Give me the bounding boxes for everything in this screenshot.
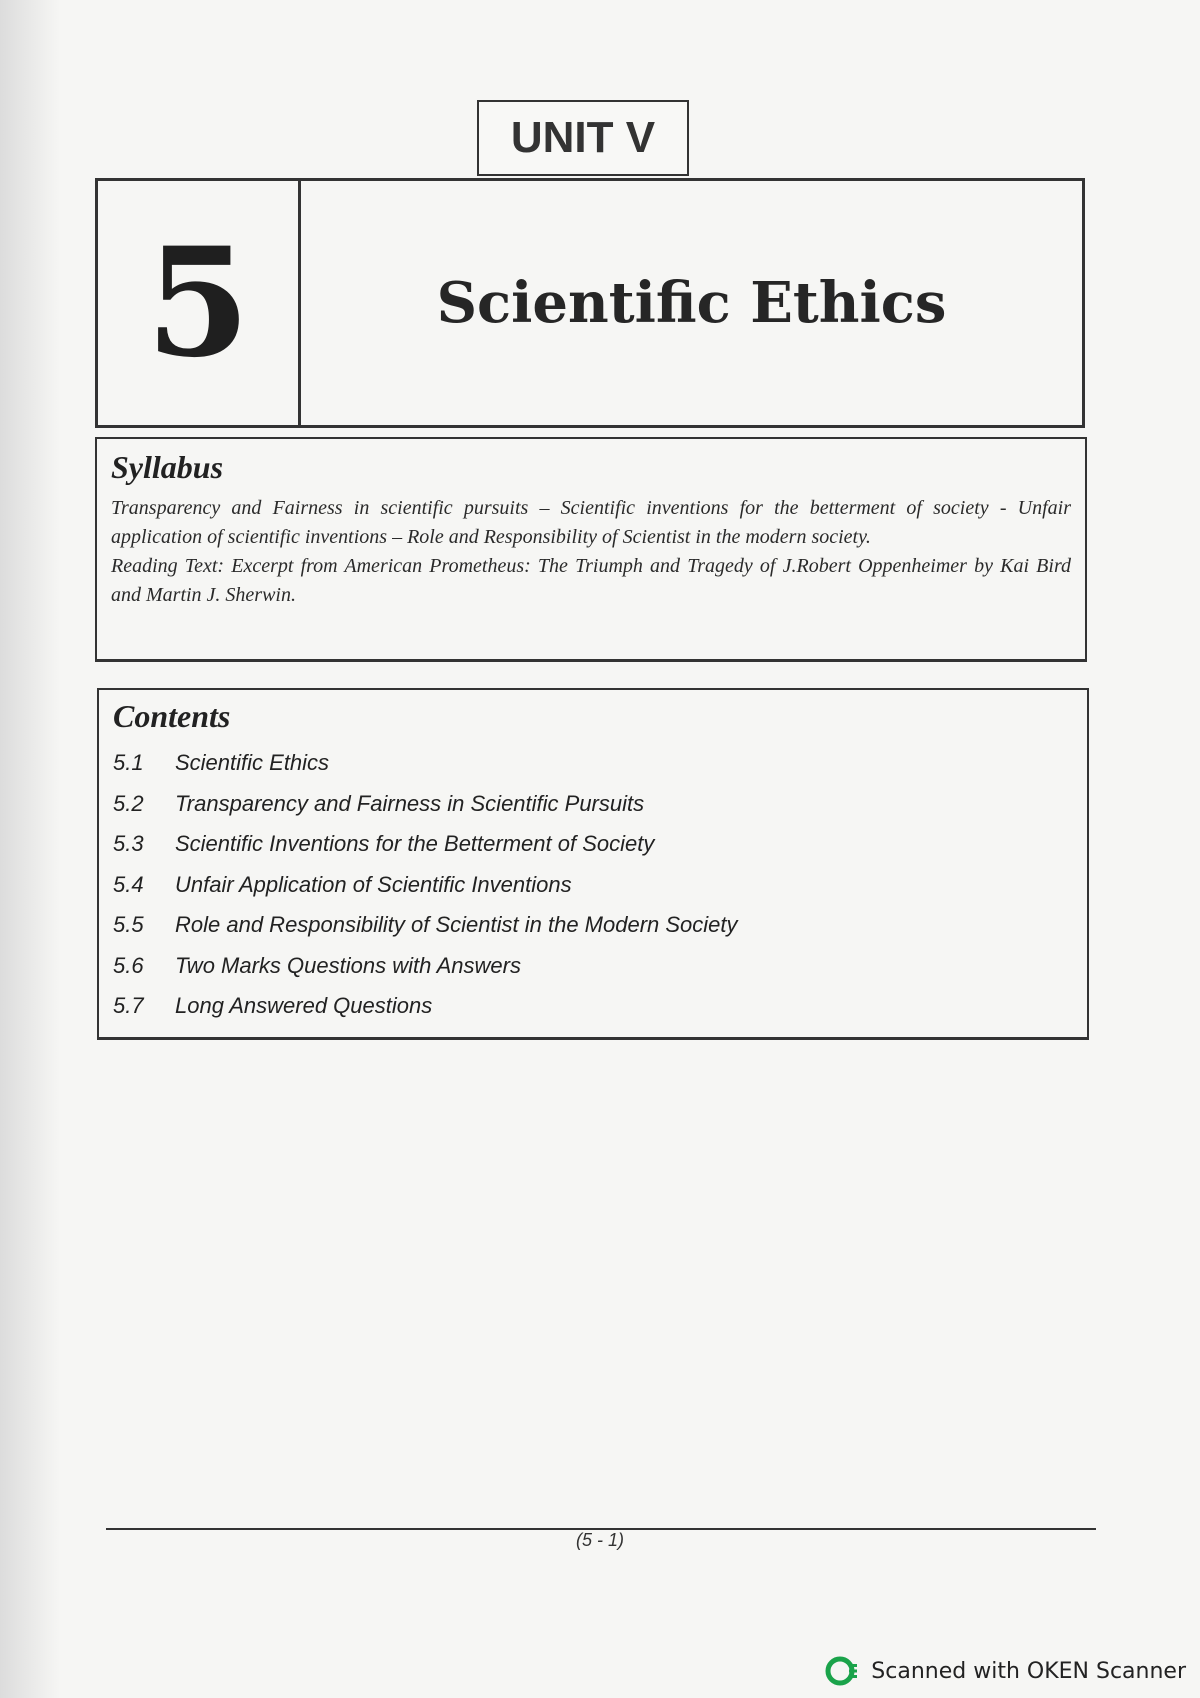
scanner-label: Scanned with OKEN Scanner: [871, 1658, 1186, 1684]
contents-item: [113, 784, 1073, 825]
page-number: (5 - 1): [575, 1530, 624, 1550]
contents-item: [113, 865, 1073, 906]
chapter-title: Scientific Ethics: [436, 270, 947, 336]
syllabus-box: [95, 437, 1087, 662]
contents-item-title: Scientific Ethics: [175, 750, 330, 775]
chapter-number: 5: [98, 181, 301, 425]
contents-item-title: Transparency and Fairness in Scientific Pursuits: [175, 790, 645, 816]
scanner-watermark: [825, 1654, 1186, 1688]
contents-item-number: 5.5: [113, 912, 144, 937]
contents-item-title: Role and Responsibility of Scientist in the Modern Society: [175, 912, 738, 937]
chapter-header: [95, 178, 1085, 428]
contents-list: [113, 743, 1073, 1027]
contents-item: [113, 743, 1073, 784]
contents-item-title: Scientific Inventions for the Betterment of Society: [175, 831, 655, 856]
contents-item-number: 5.2: [113, 790, 144, 816]
contents-heading: Contents: [113, 698, 231, 734]
contents-box: [97, 688, 1089, 1040]
page-edge-shadow: [0, 0, 60, 1698]
syllabus-text: Transparency and Fairness in scientific pursuits – Scientific inventions for the betterment of society - Unfair application of scientific inventions – Role and Responsibility of Scientist in the modern society.: [111, 497, 1071, 548]
contents-item-number: 5.6: [113, 952, 144, 978]
contents-item-number: 5.7: [113, 993, 144, 1018]
contents-item-number: 5.4: [113, 871, 144, 897]
contents-item-title: Two Marks Questions with Answers: [175, 952, 521, 978]
syllabus-reading-text: Reading Text: Excerpt from American Prometheus: The Triumph and Tragedy of J.Robert Oppenheimer by Kai Bird and Martin J. Sherwin.: [111, 555, 1071, 606]
contents-item: [113, 824, 1073, 865]
contents-item: [113, 905, 1073, 946]
contents-item-number: 5.3: [113, 831, 144, 856]
syllabus-heading: Syllabus: [111, 449, 224, 485]
unit-label: UNIT V: [477, 100, 689, 176]
scanner-logo-icon: [825, 1654, 859, 1688]
contents-item: [113, 946, 1073, 987]
contents-item-title: Unfair Application of Scientific Inventions: [175, 871, 572, 897]
contents-item: [113, 986, 1073, 1027]
contents-item-number: 5.1: [113, 750, 144, 775]
contents-item-title: Long Answered Questions: [175, 993, 433, 1018]
